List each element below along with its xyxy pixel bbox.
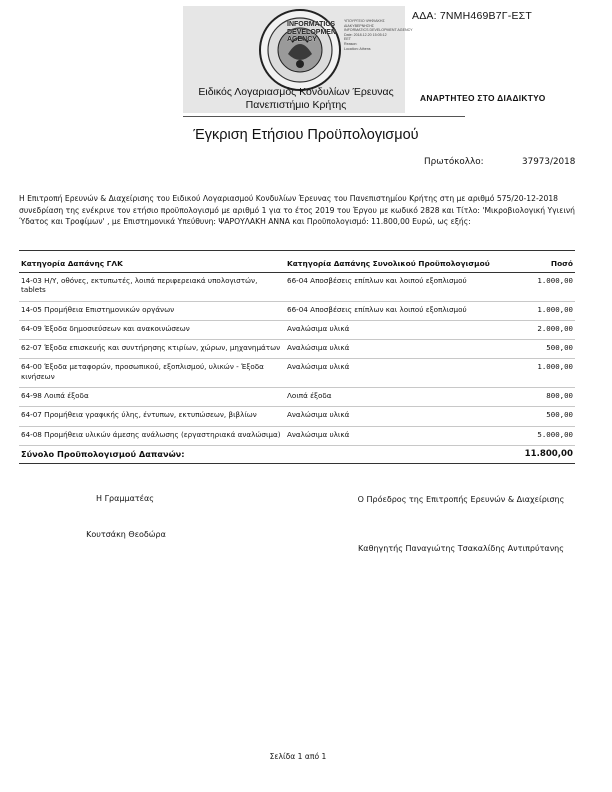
secretary-role: Η Γραμματέας xyxy=(96,494,154,503)
budget-table xyxy=(19,250,575,464)
stamp-line: INFORMATICS xyxy=(287,21,336,28)
column-header-amount: Ποσό xyxy=(499,251,575,273)
president-role: Ο Πρόεδρος της Επιτροπής Ερευνών & Διαχείρισης xyxy=(357,495,565,504)
category-cell: Αναλώσιμα υλικά xyxy=(285,426,499,445)
amount-cell: 5.000,00 xyxy=(499,426,575,445)
category-cell: Αναλώσιμα υλικά xyxy=(285,359,499,388)
table-row xyxy=(19,407,575,426)
glk-cell: 64-09 Έξοδα δημοσιεύσεων και ανακοινώσεων xyxy=(19,320,285,339)
protocol-label: Πρωτόκολλο: xyxy=(424,157,484,167)
category-cell: 66-04 Αποσβέσεις επίπλων και λοιπού εξοπλισμού xyxy=(285,273,499,302)
glk-cell: 14-05 Προμήθεια Επιστημονικών οργάνων xyxy=(19,301,285,320)
column-header-category: Κατηγορία Δαπάνης Συνολικού Προϋπολογισμού xyxy=(285,251,499,273)
glk-cell: 14-03 Η/Υ, οθόνες, εκτυπωτές, λοιπά περιφερειακά υπολογιστών, tablets xyxy=(19,273,285,302)
amount-cell: 2.000,00 xyxy=(499,320,575,339)
table-row xyxy=(19,388,575,407)
institution-name: Ειδικός Λογαριασμός Κονδυλίων Έρευνας xyxy=(198,86,394,98)
table-header-row xyxy=(19,251,575,273)
stamp-line: AGENCY xyxy=(287,36,317,43)
column-header-glk: Κατηγορία Δαπάνης ΓΛΚ xyxy=(19,251,285,273)
stamp-line: DEVELOPMEN xyxy=(287,28,337,36)
header-divider xyxy=(183,116,465,117)
glk-cell: 64-98 Λοιπά έξοδα xyxy=(19,388,285,407)
category-cell: Λοιπά έξοδα xyxy=(285,388,499,407)
total-label: Σύνολο Προϋπολογισμού Δαπανών: xyxy=(19,445,499,463)
signature-detail-line: EET xyxy=(344,37,351,42)
protocol-number: 37973/2018 xyxy=(522,157,576,167)
table-row xyxy=(19,340,575,359)
signature-detail-line: ΔΙΑΚΥΒΕΡΝΗΣΗΣ xyxy=(344,23,375,28)
table-row xyxy=(19,301,575,320)
ada-code: ΑΔΑ: 7ΝΜΗ469Β7Γ-ΕΣΤ xyxy=(412,10,532,22)
signature-detail-line: Reason: xyxy=(344,41,358,46)
signature-detail-line: ΥΠΟΥΡΓΕΙΟ ΨΗΦΙΑΚΗΣ xyxy=(344,19,385,23)
intro-paragraph: Η Επιτροπή Ερευνών & Διαχείρισης του Ειδικού Λογαριασμού Κονδυλίων Έρευνας του Πανεπιστημίου Κρήτης στη με αριθμό 575/20-12-2018 συνεδρίαση της ενέκρινε τον ετήσιο προϋπολογισμό με αριθμό 1 για το έτος 2019 του Έργου με κωδικό 2828 και Τίτλο: 'Μικροβιολογική Υγιεινή Ύδατος και Τροφίμων' , με Επιστημονικά Υπεύθυνη: ΨΑΡΟΥΛΑΚΗ ΑΝΝΑ και Προϋπολογισμό: 11.800,00 Ευρώ, ως εξής: xyxy=(19,194,575,226)
amount-cell: 500,00 xyxy=(499,407,575,426)
secretary-name: Κουτσάκη Θεοδώρα xyxy=(86,530,166,539)
amount-cell: 500,00 xyxy=(499,340,575,359)
category-cell: 66-04 Αποσβέσεις επίπλων και λοιπού εξοπλισμού xyxy=(285,301,499,320)
glk-cell: 64-08 Προμήθεια υλικών άμεσης ανάλωσης (εργαστηριακά αναλώσιμα) xyxy=(19,426,285,445)
president-name: Καθηγητής Παναγιώτης Τσακαλίδης Αντιπρύτανης xyxy=(358,544,564,553)
signature-stamp-text xyxy=(287,21,336,44)
signature-detail-line: INFORMATICS DEVELOPMENT AGENCY xyxy=(344,28,413,33)
table-row xyxy=(19,426,575,445)
amount-cell: 1.000,00 xyxy=(499,273,575,302)
total-amount: 11.800,00 xyxy=(499,445,575,463)
category-cell: Αναλώσιμα υλικά xyxy=(285,407,499,426)
glk-cell: 64-00 Έξοδα μεταφορών, προσωπικού, εξοπλισμού, υλικών - Έξοδα κινήσεων xyxy=(19,359,285,388)
page-number: Σελίδα 1 από 1 xyxy=(269,752,327,761)
document-title: Έγκριση Ετήσιου Προϋπολογισμού xyxy=(193,127,419,143)
glk-cell: 64-07 Προμήθεια γραφικής ύλης, έντυπων, εκτυπώσεων, βιβλίων xyxy=(19,407,285,426)
post-online-notice: ΑΝΑΡΤΗΤΕΟ ΣΤΟ ΔΙΑΔΙΚΤΥΟ xyxy=(420,93,546,103)
category-cell: Αναλώσιμα υλικά xyxy=(285,340,499,359)
table-row xyxy=(19,320,575,339)
total-row xyxy=(19,445,575,463)
amount-cell: 1.000,00 xyxy=(499,301,575,320)
category-cell: Αναλώσιμα υλικά xyxy=(285,320,499,339)
signature-detail-line: Location: Athens xyxy=(344,46,371,51)
amount-cell: 800,00 xyxy=(499,388,575,407)
glk-cell: 62-07 Έξοδα επισκευής και συντήρησης κτιρίων, χώρων, μηχανημάτων xyxy=(19,340,285,359)
university-name: Πανεπιστήμιο Κρήτης xyxy=(245,99,347,111)
table-row xyxy=(19,273,575,302)
signature-detail-line: Date: 2018.12.20 15:05:12 xyxy=(344,32,387,37)
amount-cell: 1.000,00 xyxy=(499,359,575,388)
digital-signature-details xyxy=(344,19,413,51)
table-row xyxy=(19,359,575,388)
